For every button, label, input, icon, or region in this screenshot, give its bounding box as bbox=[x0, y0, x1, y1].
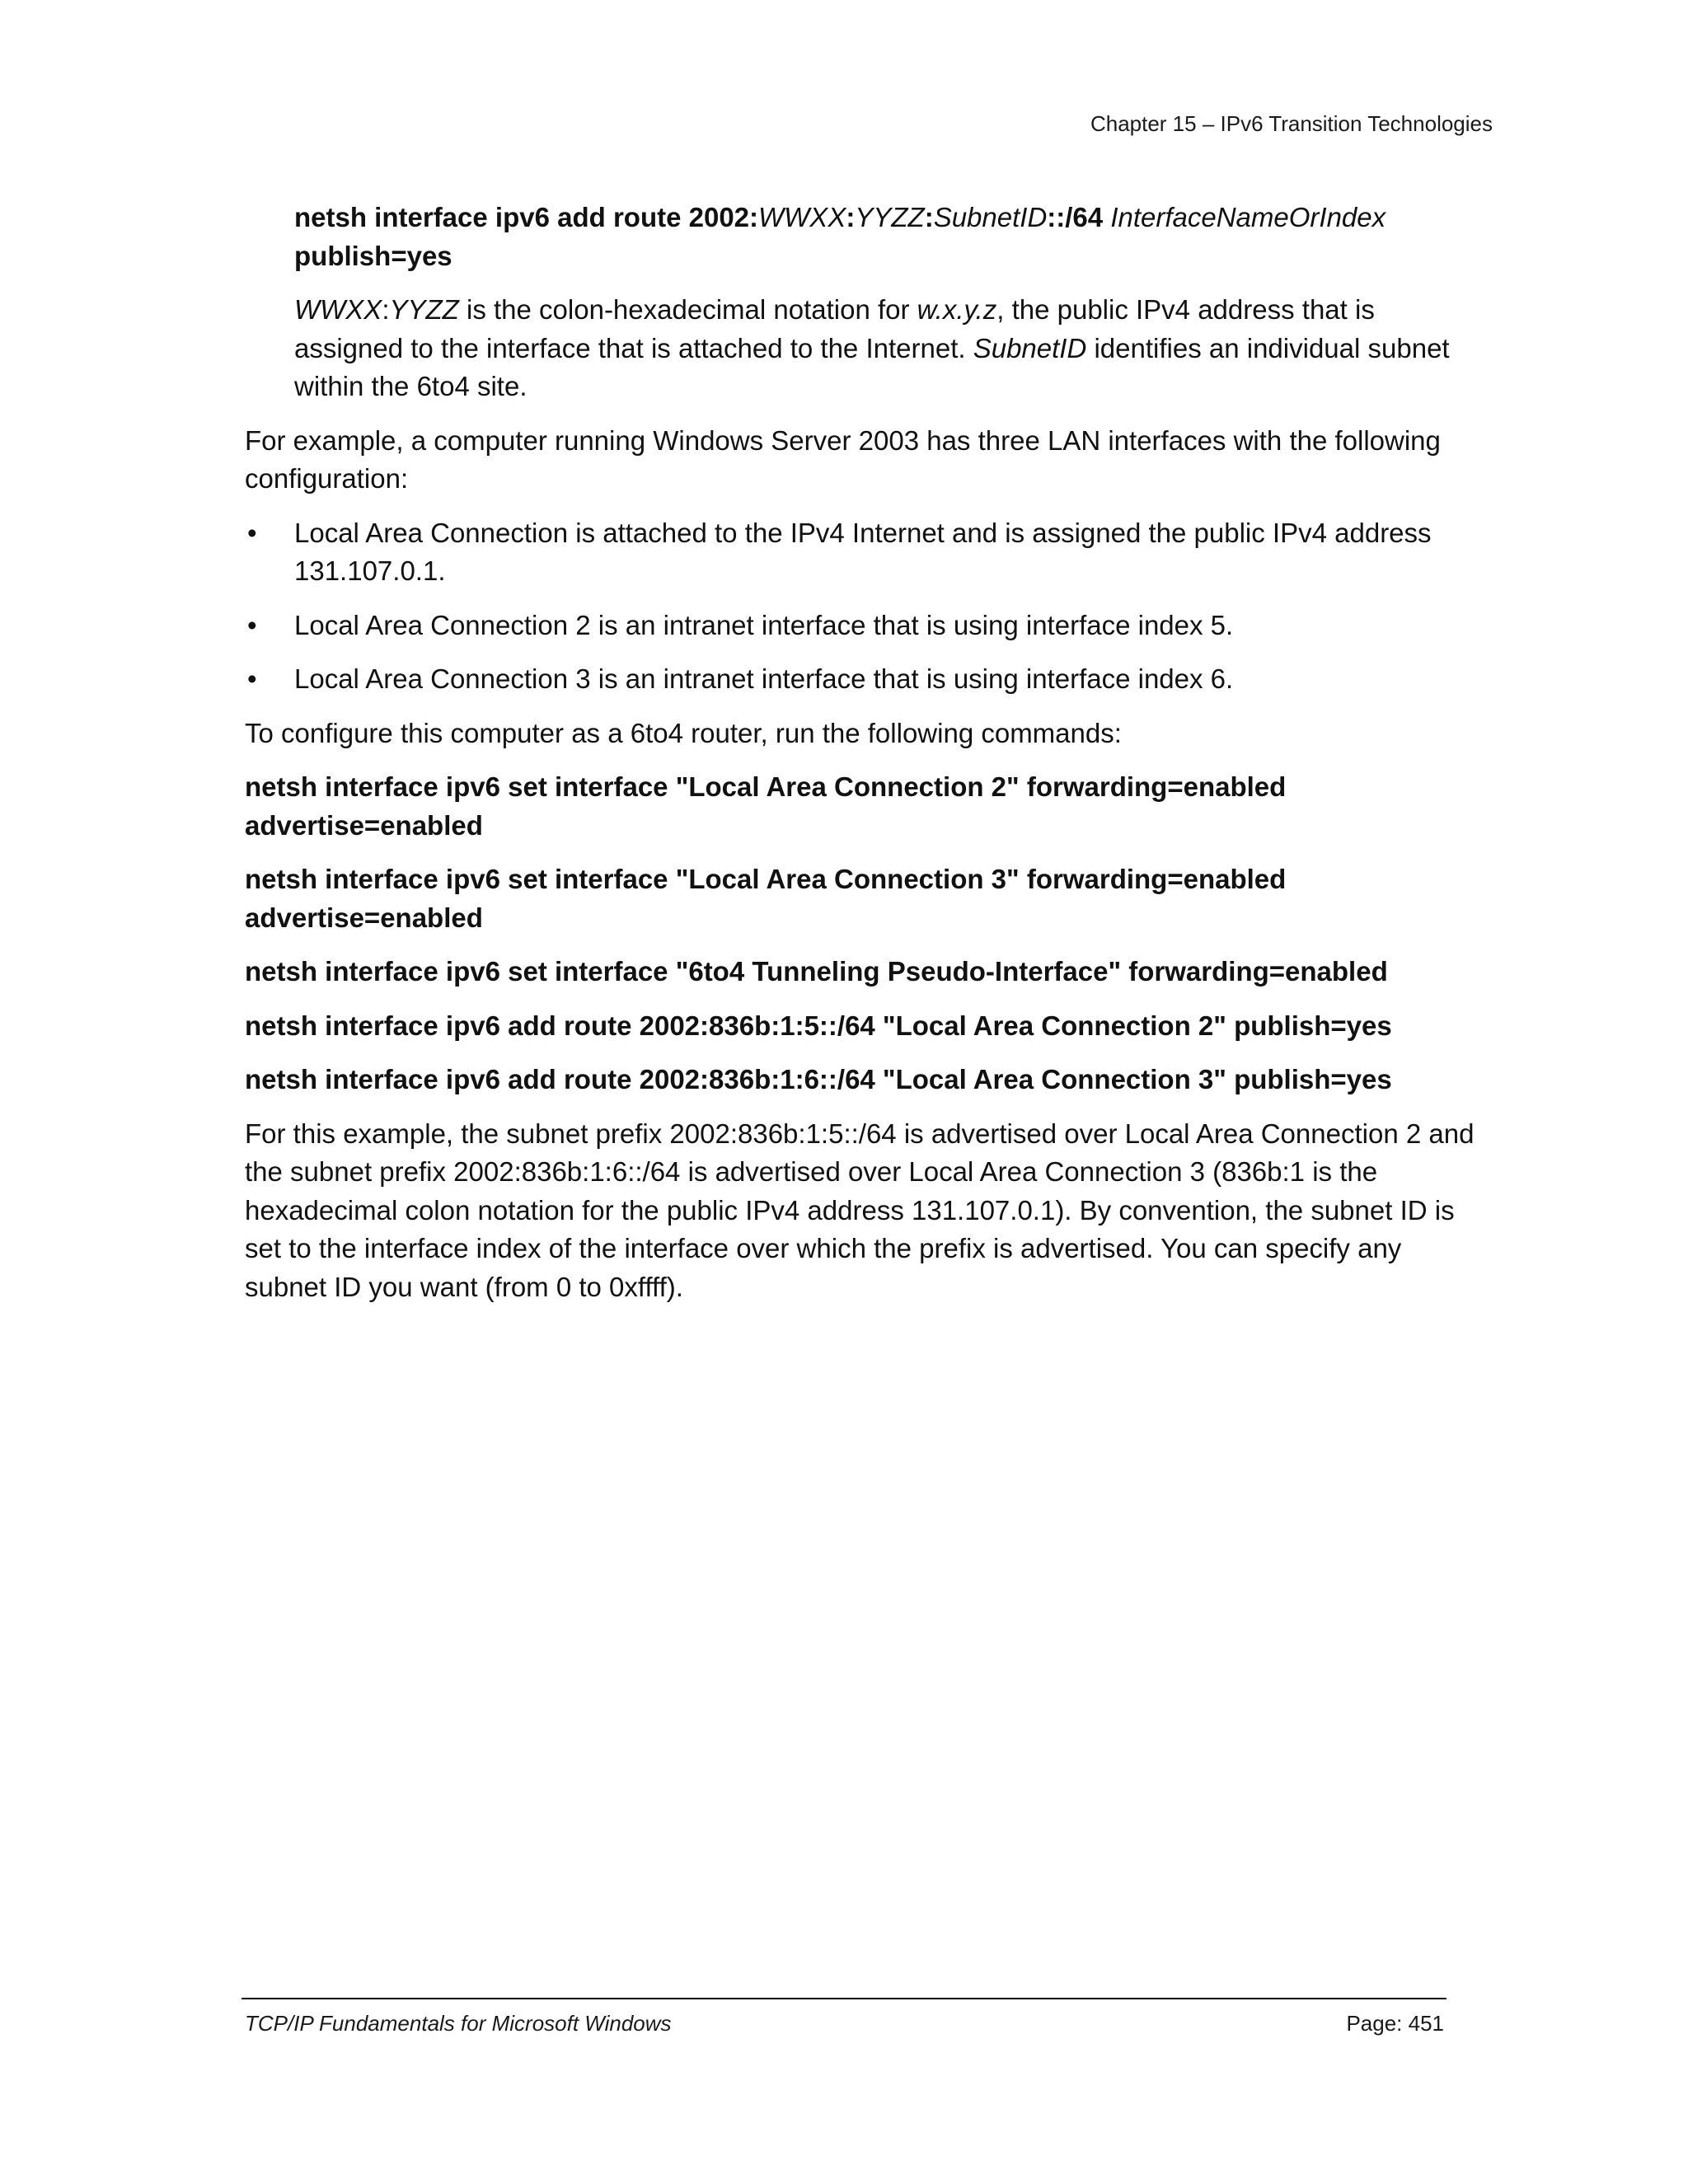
route-command-syntax bbox=[245, 199, 1481, 275]
explanation-text: is the colon-hexadecimal notation for bbox=[458, 294, 917, 325]
explanation-term: YYZZ bbox=[389, 294, 459, 325]
explanation-term: w.x.y.z bbox=[917, 294, 997, 325]
bullet-icon: • bbox=[247, 663, 257, 694]
command-line: netsh interface ipv6 set interface "Local Area Connection 2" forwarding=enabled advertise=enabled bbox=[245, 771, 1287, 841]
list-item-text: Local Area Connection 2 is an intranet interface that is using interface index 5. bbox=[294, 609, 1234, 640]
bullet-icon: • bbox=[247, 609, 257, 640]
footer-divider bbox=[241, 1998, 1447, 1999]
list-item-text: Local Area Connection is attached to the IPv4 Internet and is assigned the public IPv4 address 131.107.0.1. bbox=[294, 517, 1432, 586]
command-line: netsh interface ipv6 add route 2002:836b:1:5::/64 "Local Area Connection 2" publish=yes bbox=[245, 1010, 1392, 1041]
footer-page-number: Page: 451 bbox=[1346, 2011, 1444, 2036]
explanation-term: SubnetID bbox=[973, 332, 1087, 363]
list-item bbox=[245, 607, 1481, 645]
explanation-text: : bbox=[382, 294, 390, 325]
explanation-text: , the public IPv4 address that is assigned to the interface that is attached to the Internet. bbox=[294, 294, 1375, 363]
syntax-placeholder-interface: InterfaceNameOrIndex bbox=[1110, 202, 1386, 232]
interface-list bbox=[245, 514, 1481, 699]
syntax-space bbox=[1103, 202, 1110, 232]
syntax-placeholder-subnetid: SubnetID bbox=[933, 202, 1048, 232]
explanation-term: WWXX bbox=[294, 294, 382, 325]
list-item-text: Local Area Connection 3 is an intranet interface that is using interface index 6. bbox=[294, 663, 1234, 694]
syntax-fragment: ::/64 bbox=[1047, 202, 1104, 232]
syntax-explanation bbox=[245, 291, 1481, 406]
closing-paragraph: For this example, the subnet prefix 2002:836b:1:5::/64 is advertised over Local Area Connection 2 and the subnet prefix 2002:836b:1:6::/64 is advertised over Local Area Connection 3 (836b:1 is the hexadecimal colon notation for the public IPv4 address 131.107.0.1). By convention, the subnet ID is set to the interface index of the interface over which the prefix is advertised. You can specify any subnet ID you want (from 0 to 0xffff). bbox=[245, 1118, 1475, 1302]
bullet-icon: • bbox=[247, 517, 257, 548]
syntax-placeholder-yyzz: YYZZ bbox=[855, 202, 925, 232]
running-header: Chapter 15 – IPv6 Transition Technologies bbox=[1090, 111, 1493, 136]
command-line: netsh interface ipv6 set interface "Local Area Connection 3" forwarding=enabled advertise=enabled bbox=[245, 864, 1287, 933]
command-line: netsh interface ipv6 set interface "6to4 Tunneling Pseudo-Interface" forwarding=enabled bbox=[245, 956, 1388, 987]
command-line: netsh interface ipv6 add route 2002:836b:1:6::/64 "Local Area Connection 3" publish=yes bbox=[245, 1064, 1392, 1094]
list-item bbox=[245, 514, 1481, 591]
footer-book-title: TCP/IP Fundamentals for Microsoft Windows bbox=[245, 2011, 672, 2036]
explanation-text: identifies an individual subnet within the 6to4 site. bbox=[294, 332, 1450, 401]
list-item bbox=[245, 660, 1481, 699]
syntax-fragment: publish=yes bbox=[294, 240, 452, 271]
example-intro: For example, a computer running Windows Server 2003 has three LAN interfaces with the following configuration: bbox=[245, 424, 1441, 494]
syntax-placeholder-wwxx: WWXX bbox=[758, 202, 846, 232]
page-body bbox=[245, 199, 1481, 1322]
syntax-fragment: : bbox=[846, 202, 856, 232]
syntax-fragment: : bbox=[924, 202, 934, 232]
syntax-fragment: netsh interface ipv6 add route 2002: bbox=[294, 202, 759, 232]
commands-intro: To configure this computer as a 6to4 router, run the following commands: bbox=[245, 717, 1122, 748]
